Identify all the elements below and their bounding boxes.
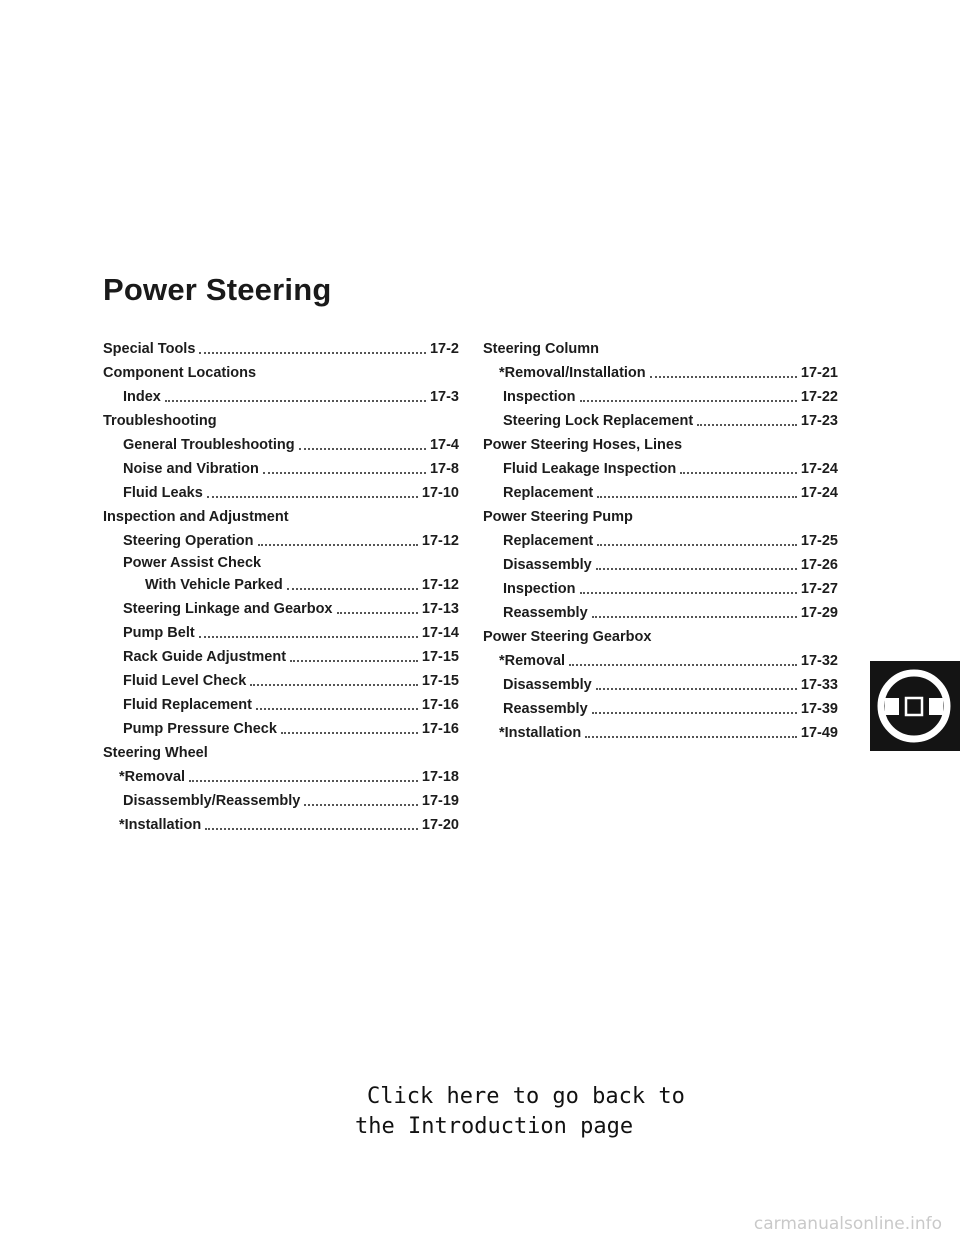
toc-entry-page: 17-29 bbox=[800, 605, 838, 621]
toc-entry[interactable] bbox=[103, 597, 459, 621]
toc-entry-title: Fluid Leakage Inspection bbox=[503, 461, 677, 477]
toc-entry-title: Rack Guide Adjustment bbox=[123, 649, 287, 665]
toc-entry[interactable] bbox=[103, 789, 459, 813]
toc-entry[interactable] bbox=[103, 481, 459, 505]
toc-entry-page: 17-3 bbox=[429, 389, 459, 405]
toc-entry bbox=[103, 505, 459, 529]
back-to-introduction-link[interactable] bbox=[355, 1082, 685, 1142]
toc-entry[interactable] bbox=[103, 621, 459, 645]
toc-entry-title: Replacement bbox=[503, 533, 594, 549]
toc-entry[interactable] bbox=[483, 601, 838, 625]
toc-entry[interactable] bbox=[483, 361, 838, 385]
toc-dot-leader bbox=[650, 376, 797, 378]
toc-entry-page: 17-33 bbox=[800, 677, 838, 693]
toc-entry bbox=[103, 409, 459, 433]
toc-entry[interactable] bbox=[483, 409, 838, 433]
toc-dot-leader bbox=[250, 684, 418, 686]
toc-entry-title: Noise and Vibration bbox=[123, 461, 259, 477]
toc-entry[interactable] bbox=[483, 529, 838, 553]
toc-entry-title: Steering Lock Replacement bbox=[503, 413, 694, 429]
toc-entry bbox=[103, 361, 459, 385]
back-link-line2: the Introduction page bbox=[355, 1114, 634, 1139]
toc-entry-title: Fluid Leaks bbox=[123, 485, 203, 501]
toc-dot-leader bbox=[585, 736, 797, 738]
toc-entry-title: Disassembly bbox=[503, 677, 592, 693]
toc-entry-title: Power Steering Hoses, Lines bbox=[483, 437, 683, 453]
toc-entry[interactable] bbox=[103, 669, 459, 693]
toc-entry-page: 17-14 bbox=[421, 625, 459, 641]
toc-entry[interactable] bbox=[103, 765, 459, 789]
toc-dot-leader bbox=[207, 496, 418, 498]
toc-entry-page: 17-18 bbox=[421, 769, 459, 785]
toc-right-column bbox=[483, 337, 838, 745]
toc-entry[interactable] bbox=[103, 813, 459, 837]
toc-entry-page: 17-20 bbox=[421, 817, 459, 833]
toc-entry-title: Reassembly bbox=[503, 701, 588, 717]
toc-entry-title: Troubleshooting bbox=[103, 413, 217, 429]
toc-entry-page: 17-21 bbox=[800, 365, 838, 381]
toc-entry-page: 17-12 bbox=[421, 533, 459, 549]
toc-entry[interactable] bbox=[483, 697, 838, 721]
toc-entry-page: 17-10 bbox=[421, 485, 459, 501]
toc-entry-page: 17-26 bbox=[800, 557, 838, 573]
toc-entry-page: 17-13 bbox=[421, 601, 459, 617]
page-title: Power Steering bbox=[103, 272, 332, 307]
toc-entry[interactable] bbox=[103, 717, 459, 741]
toc-entry-title: Steering Operation bbox=[123, 533, 254, 549]
toc-entry-title: *Removal bbox=[119, 769, 186, 785]
toc-entry-page: 17-19 bbox=[421, 793, 459, 809]
toc-entry-page: 17-16 bbox=[421, 697, 459, 713]
toc-dot-leader bbox=[290, 660, 418, 662]
toc-entry-title: Power Assist Check bbox=[123, 555, 262, 571]
toc-entry bbox=[103, 741, 459, 765]
toc-entry-page: 17-49 bbox=[800, 725, 838, 741]
toc-entry[interactable] bbox=[103, 645, 459, 669]
toc-left-column bbox=[103, 337, 459, 837]
toc-dot-leader bbox=[680, 472, 797, 474]
toc-entry-title: Pump Pressure Check bbox=[123, 721, 277, 737]
toc-entry-title: *Installation bbox=[119, 817, 202, 833]
toc-dot-leader bbox=[580, 592, 797, 594]
toc-entry[interactable] bbox=[483, 457, 838, 481]
toc-dot-leader bbox=[597, 544, 797, 546]
toc-dot-leader bbox=[697, 424, 797, 426]
steering-wheel-icon bbox=[870, 661, 960, 751]
toc-dot-leader bbox=[337, 612, 418, 614]
toc-entry bbox=[483, 625, 838, 649]
toc-entry[interactable] bbox=[483, 721, 838, 745]
toc-dot-leader bbox=[199, 636, 418, 638]
toc-dot-leader bbox=[304, 804, 418, 806]
toc-entry[interactable] bbox=[103, 433, 459, 457]
toc-entry-title: Inspection bbox=[503, 389, 576, 405]
toc-dot-leader bbox=[258, 544, 418, 546]
toc-dot-leader bbox=[165, 400, 426, 402]
toc-entry-page: 17-25 bbox=[800, 533, 838, 549]
toc-entry-title: Fluid Level Check bbox=[123, 673, 247, 689]
toc-entry[interactable] bbox=[103, 573, 459, 597]
toc-dot-leader bbox=[263, 472, 426, 474]
toc-entry-title: General Troubleshooting bbox=[123, 437, 295, 453]
toc-entry-title: Disassembly/Reassembly bbox=[123, 793, 301, 809]
toc-entry[interactable] bbox=[103, 385, 459, 409]
toc-entry-title: Component Locations bbox=[103, 365, 257, 381]
toc-dot-leader bbox=[287, 588, 418, 590]
toc-entry-title: *Removal bbox=[499, 653, 566, 669]
toc-entry-page: 17-27 bbox=[800, 581, 838, 597]
toc-dot-leader bbox=[596, 568, 797, 570]
toc-dot-leader bbox=[199, 352, 426, 354]
toc-entry[interactable] bbox=[483, 673, 838, 697]
toc-entry[interactable] bbox=[103, 337, 459, 361]
watermark: carmanualsonline.info bbox=[753, 1214, 942, 1234]
toc-entry-title: Reassembly bbox=[503, 605, 588, 621]
toc-entry-page: 17-32 bbox=[800, 653, 838, 669]
toc-entry-title: Pump Belt bbox=[123, 625, 195, 641]
toc-dot-leader bbox=[569, 664, 797, 666]
toc-entry bbox=[483, 337, 838, 361]
toc-entry[interactable] bbox=[483, 553, 838, 577]
toc-entry[interactable] bbox=[483, 385, 838, 409]
toc-entry-title: Disassembly bbox=[503, 557, 592, 573]
toc-entry-title: *Removal/Installation bbox=[499, 365, 646, 381]
toc-dot-leader bbox=[205, 828, 418, 830]
toc-entry-page: 17-15 bbox=[421, 649, 459, 665]
toc-entry-page: 17-39 bbox=[800, 701, 838, 717]
toc-entry-title: Replacement bbox=[503, 485, 594, 501]
toc-entry-title: Inspection bbox=[503, 581, 576, 597]
toc-entry-page: 17-24 bbox=[800, 461, 838, 477]
toc-entry-title: Steering Linkage and Gearbox bbox=[123, 601, 333, 617]
toc-dot-leader bbox=[189, 780, 418, 782]
toc-entry-title: Steering Column bbox=[483, 341, 600, 357]
toc-entry-title: Special Tools bbox=[103, 341, 196, 357]
toc-entry[interactable] bbox=[483, 577, 838, 601]
toc-entry[interactable] bbox=[483, 649, 838, 673]
toc-entry-page: 17-8 bbox=[429, 461, 459, 477]
toc-entry[interactable] bbox=[103, 529, 459, 553]
toc-entry-title: *Installation bbox=[499, 725, 582, 741]
toc-entry-title: Steering Wheel bbox=[103, 745, 208, 761]
toc-entry-page: 17-22 bbox=[800, 389, 838, 405]
toc-entry-title: Inspection and Adjustment bbox=[103, 509, 289, 525]
toc-entry-title: Power Steering Pump bbox=[483, 509, 633, 525]
toc-dot-leader bbox=[299, 448, 426, 450]
toc-entry-page: 17-15 bbox=[421, 673, 459, 689]
toc-entry[interactable] bbox=[483, 481, 838, 505]
toc-entry[interactable] bbox=[103, 457, 459, 481]
toc-entry-title: Power Steering Gearbox bbox=[483, 629, 652, 645]
toc-entry[interactable] bbox=[103, 693, 459, 717]
toc-entry-page: 17-2 bbox=[429, 341, 459, 357]
toc-entry-page: 17-23 bbox=[800, 413, 838, 429]
toc-dot-leader bbox=[592, 712, 797, 714]
toc-dot-leader bbox=[596, 688, 797, 690]
toc-entry-title: With Vehicle Parked bbox=[145, 577, 283, 593]
toc-dot-leader bbox=[592, 616, 797, 618]
toc-entry bbox=[103, 553, 459, 573]
toc-entry bbox=[483, 505, 838, 529]
toc-entry-title: Fluid Replacement bbox=[123, 697, 252, 713]
toc-entry-page: 17-4 bbox=[429, 437, 459, 453]
toc-dot-leader bbox=[597, 496, 797, 498]
toc-dot-leader bbox=[580, 400, 797, 402]
toc-dot-leader bbox=[281, 732, 418, 734]
toc-entry-title: Index bbox=[123, 389, 161, 405]
toc-entry-page: 17-16 bbox=[421, 721, 459, 737]
toc-entry bbox=[483, 433, 838, 457]
back-link-line1: Click here to go back to bbox=[367, 1084, 685, 1109]
toc-dot-leader bbox=[256, 708, 418, 710]
toc-entry-page: 17-12 bbox=[421, 577, 459, 593]
toc-entry-page: 17-24 bbox=[800, 485, 838, 501]
